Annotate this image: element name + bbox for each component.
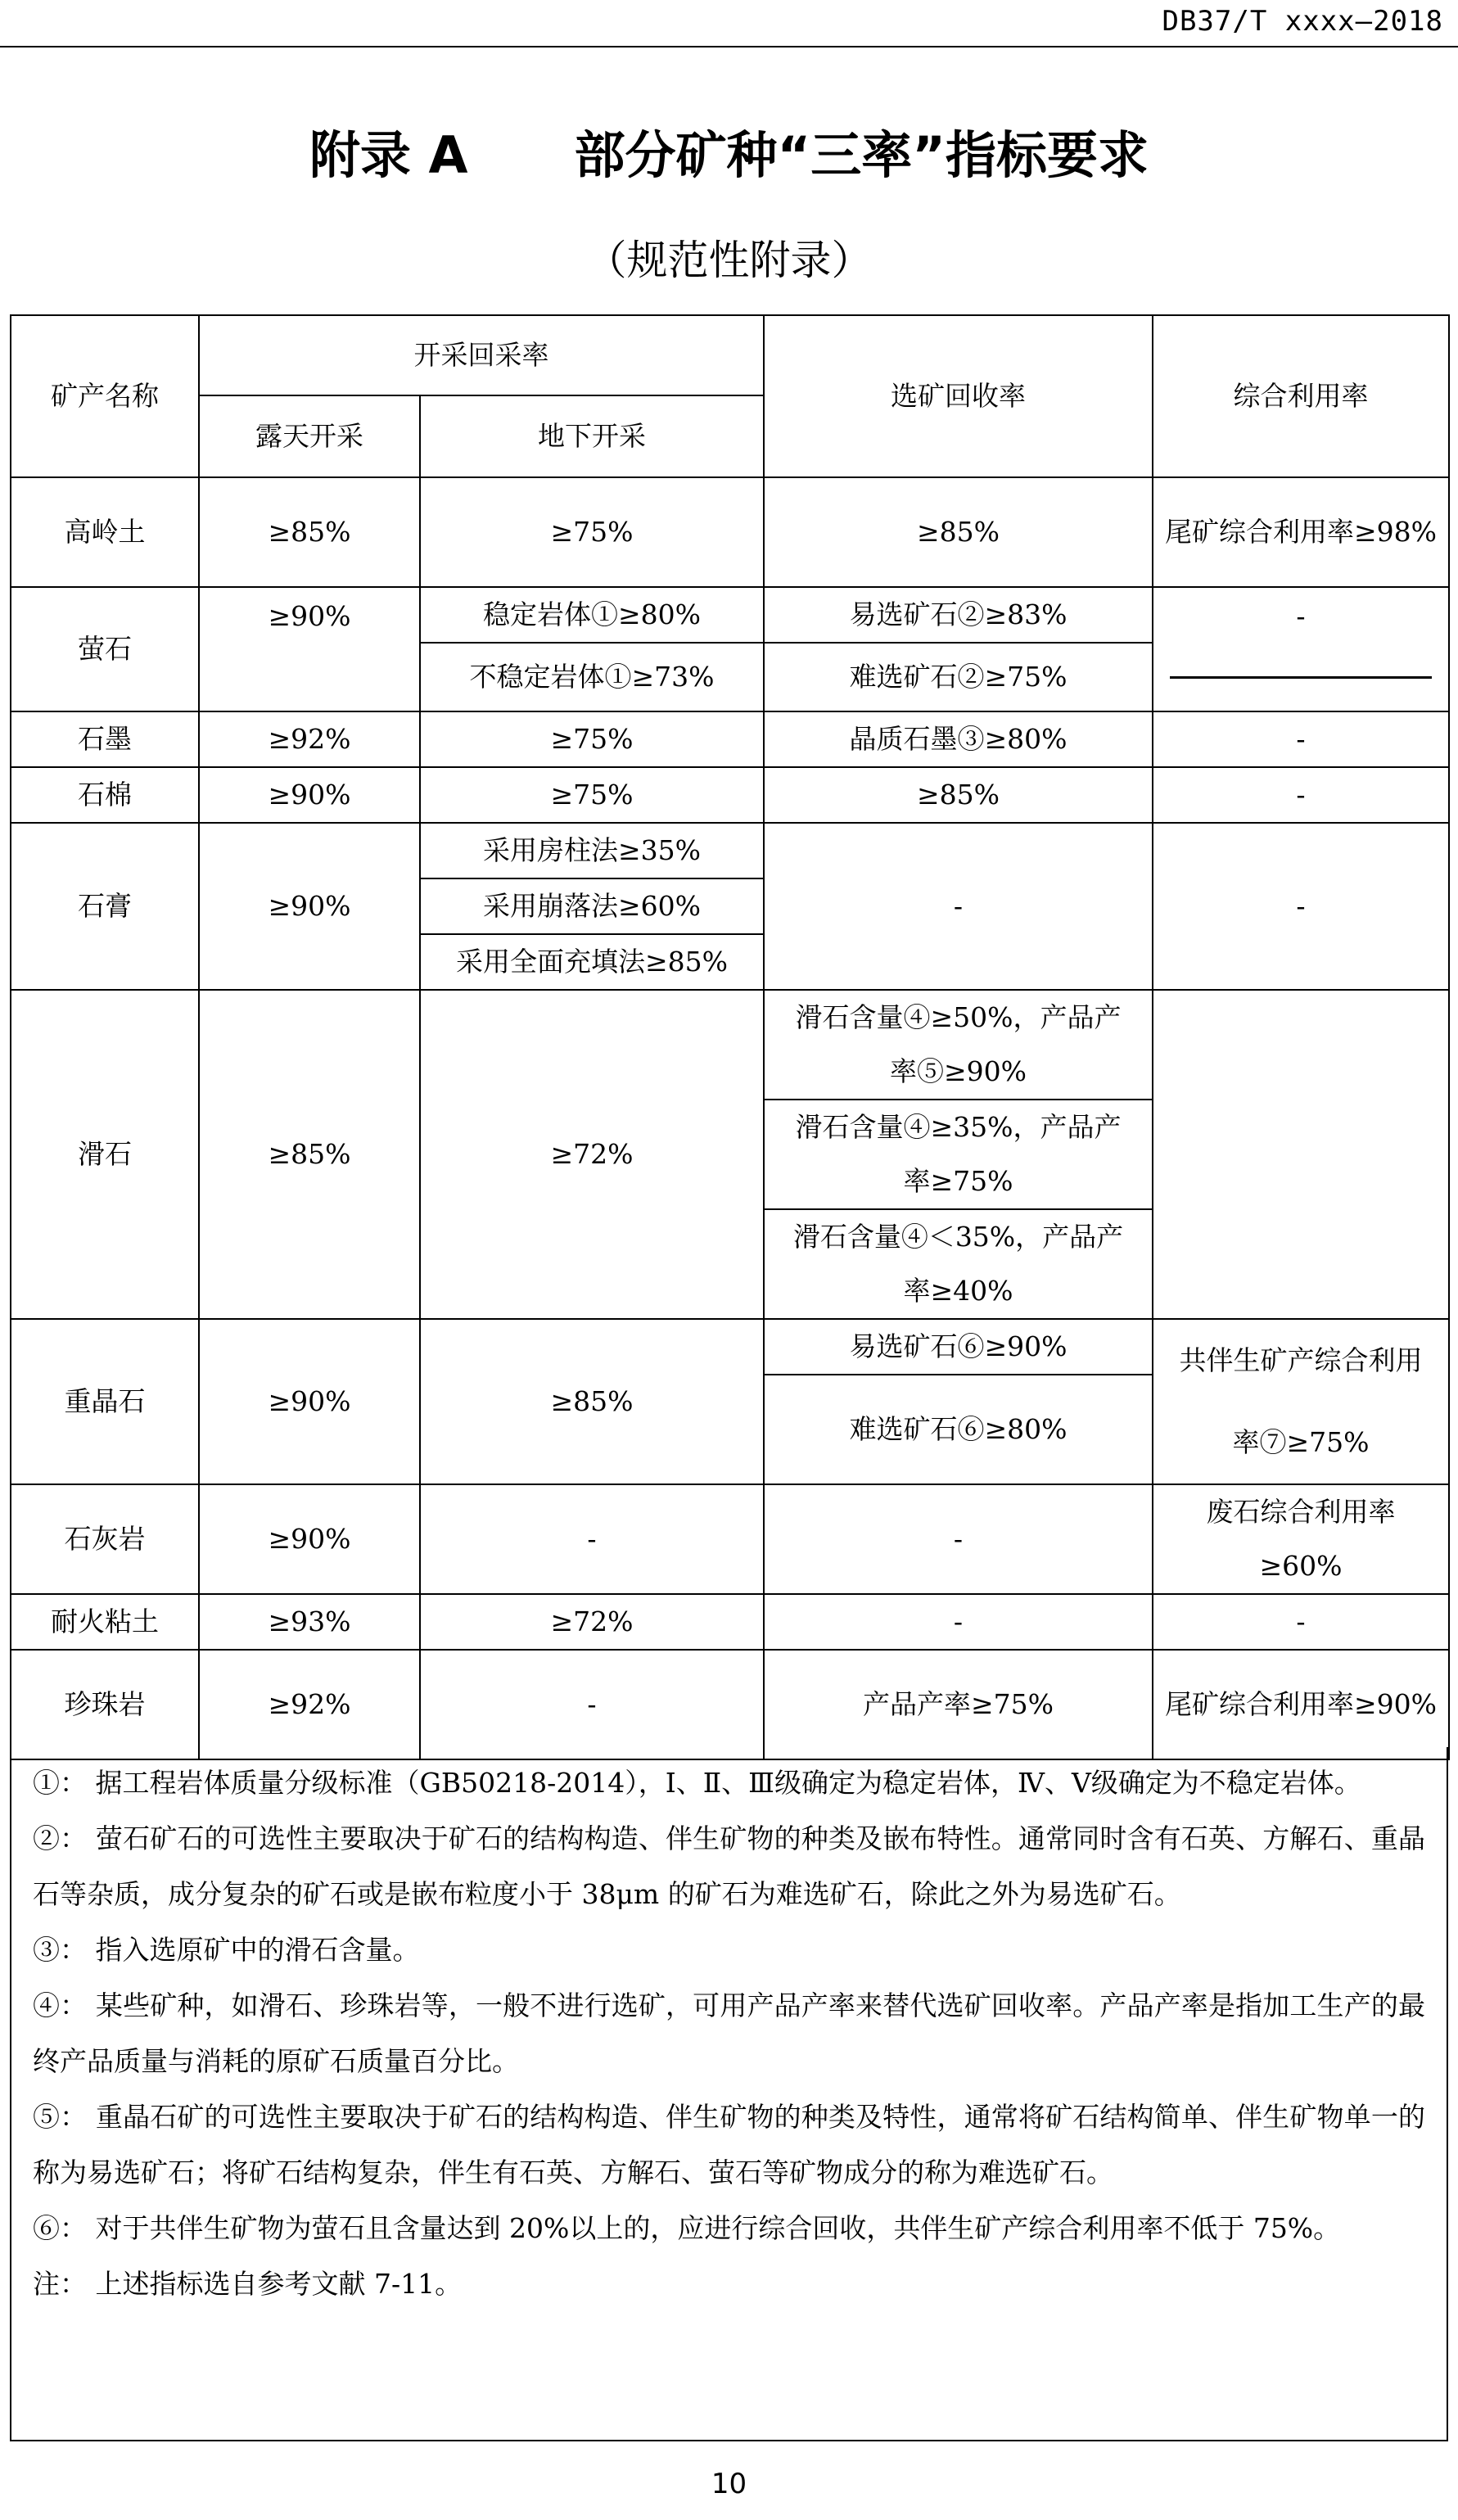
footnote: 注： 上述指标选自参考文献 7-11。 bbox=[33, 2268, 463, 2300]
beneficiation-value: ≥85% bbox=[764, 767, 1153, 823]
footnotes bbox=[10, 1747, 1448, 2441]
col-open-pit: 露天开采 bbox=[199, 395, 420, 477]
beneficiation-value: 易选矿石②≥83% bbox=[764, 587, 1153, 643]
col-beneficiation: 选矿回收率 bbox=[764, 315, 1153, 477]
header-rule bbox=[0, 46, 1458, 47]
open-pit-value: ≥90% bbox=[199, 767, 420, 823]
footnote: ⑥： 对于共伴生矿物为萤石且含量达到 20%以上的，应进行综合回收，共伴生矿产综合利用率不低于 75%。 bbox=[33, 2212, 1341, 2244]
row-name: 滑石 bbox=[11, 990, 199, 1319]
table-row bbox=[11, 587, 1449, 643]
underground-value: 采用房柱法≥35% bbox=[420, 823, 764, 878]
underline-mark bbox=[1170, 676, 1432, 679]
beneficiation-value: 产品产率≥75% bbox=[764, 1650, 1153, 1759]
utilization-value: 尾矿综合利用率≥98% bbox=[1153, 477, 1449, 587]
underground-value: 不稳定岩体①≥73% bbox=[420, 643, 764, 711]
header-row bbox=[11, 315, 1449, 395]
utilization-value: - bbox=[1153, 767, 1449, 823]
open-pit-value: ≥85% bbox=[199, 990, 420, 1319]
row-name: 石灰岩 bbox=[11, 1484, 199, 1594]
footnote: ⑤： 重晶石矿的可选性主要取决于矿石的结构构造、伴生矿物的种类及特性，通常将矿石结构简单、伴生矿物单一的称为易选矿石；将矿石结构复杂，伴生有石英、方解石、萤石等矿物成分的称为难选矿石。 bbox=[33, 2101, 1425, 2188]
table-row bbox=[11, 477, 1449, 587]
footnote: ③： 指入选原矿中的滑石含量。 bbox=[33, 1934, 420, 1966]
utilization-value: - bbox=[1153, 711, 1449, 767]
underground-value: ≥75% bbox=[420, 711, 764, 767]
footnote: ②： 萤石矿石的可选性主要取决于矿石的结构构造、伴生矿物的种类及嵌布特性。通常同时含有石英、方解石、重晶石等杂质，成分复杂的矿石或是嵌布粒度小于 38μm 的矿石为难选矿石，除此之外为易选矿石。 bbox=[33, 1822, 1425, 1910]
utilization-text: - bbox=[1296, 600, 1306, 632]
indicator-table bbox=[10, 314, 1450, 1760]
underground-value: ≥75% bbox=[420, 767, 764, 823]
beneficiation-value: - bbox=[764, 1484, 1153, 1594]
footnote: ④： 某些矿种，如滑石、珍珠岩等，一般不进行选矿，可用产品产率来替代选矿回收率。产品产率是指加工生产的最终产品质量与消耗的原矿石质量百分比。 bbox=[33, 1989, 1425, 2077]
underground-value: ≥72% bbox=[420, 1594, 764, 1650]
col-mining: 开采回采率 bbox=[199, 315, 764, 395]
open-pit-value: ≥90% bbox=[199, 587, 420, 711]
underground-value: ≥85% bbox=[420, 1319, 764, 1484]
col-utilization: 综合利用率 bbox=[1153, 315, 1449, 477]
underground-value: ≥75% bbox=[420, 477, 764, 587]
table-row bbox=[11, 1484, 1449, 1594]
open-pit-value: ≥90% bbox=[199, 823, 420, 990]
table-row bbox=[11, 711, 1449, 767]
page-subtitle: （规范性附录） bbox=[585, 237, 873, 284]
standard-code: DB37/T xxxx—2018 bbox=[1162, 5, 1443, 38]
open-pit-value: ≥93% bbox=[199, 1594, 420, 1650]
underground-value: 稳定岩体①≥80% bbox=[420, 587, 764, 643]
utilization-value: - bbox=[1153, 823, 1449, 990]
open-pit-value: ≥92% bbox=[199, 711, 420, 767]
table-row bbox=[11, 990, 1449, 1100]
col-name: 矿产名称 bbox=[11, 315, 199, 477]
beneficiation-value: 难选矿石②≥75% bbox=[764, 643, 1153, 711]
footnote: ①： 据工程岩体质量分级标准（GB50218-2014），Ⅰ、Ⅱ、Ⅲ级确定为稳定岩体，Ⅳ、Ⅴ级确定为不稳定岩体。 bbox=[33, 1767, 1361, 1799]
beneficiation-value: 滑石含量④≥50%，产品产率⑤≥90% bbox=[764, 990, 1153, 1100]
row-name: 萤石 bbox=[11, 587, 199, 711]
open-pit-value: ≥92% bbox=[199, 1650, 420, 1759]
open-pit-value: ≥85% bbox=[199, 477, 420, 587]
table-row bbox=[11, 767, 1449, 823]
row-name: 重晶石 bbox=[11, 1319, 199, 1484]
appendix-title: 部分矿种“三率”指标要求 bbox=[574, 125, 1149, 185]
open-pit-value: ≥90% bbox=[199, 1484, 420, 1594]
col-underground: 地下开采 bbox=[420, 395, 764, 477]
beneficiation-value: 晶质石墨③≥80% bbox=[764, 711, 1153, 767]
utilization-value bbox=[1153, 990, 1449, 1319]
utilization-value: 尾矿综合利用率≥90% bbox=[1153, 1650, 1449, 1759]
underground-value: - bbox=[420, 1650, 764, 1759]
table-row bbox=[11, 823, 1449, 878]
beneficiation-value: 易选矿石⑥≥90% bbox=[764, 1319, 1153, 1375]
beneficiation-value: - bbox=[764, 1594, 1153, 1650]
beneficiation-value: - bbox=[764, 823, 1153, 990]
page-number: 10 bbox=[711, 2468, 747, 2500]
row-name: 耐火粘土 bbox=[11, 1594, 199, 1650]
underground-value: 采用崩落法≥60% bbox=[420, 878, 764, 934]
beneficiation-value: ≥85% bbox=[764, 477, 1153, 587]
utilization-value: 废石综合利用率≥60% bbox=[1153, 1484, 1449, 1594]
row-name: 石棉 bbox=[11, 767, 199, 823]
underground-value: ≥72% bbox=[420, 990, 764, 1319]
beneficiation-value: 难选矿石⑥≥80% bbox=[764, 1375, 1153, 1484]
page-title bbox=[0, 115, 1458, 187]
open-pit-value: ≥90% bbox=[199, 1319, 420, 1484]
appendix-label: 附录 A bbox=[309, 125, 468, 185]
beneficiation-value: 滑石含量④≥35%，产品产率≥75% bbox=[764, 1100, 1153, 1209]
utilization-value: - bbox=[1153, 1594, 1449, 1650]
underground-value: - bbox=[420, 1484, 764, 1594]
row-name: 石墨 bbox=[11, 711, 199, 767]
row-name: 石膏 bbox=[11, 823, 199, 990]
row-name: 珍珠岩 bbox=[11, 1650, 199, 1759]
utilization-value bbox=[1153, 587, 1449, 711]
utilization-value: 共伴生矿产综合利用率⑦≥75% bbox=[1153, 1319, 1449, 1484]
table-row bbox=[11, 1594, 1449, 1650]
row-name: 高岭土 bbox=[11, 477, 199, 587]
table-row bbox=[11, 1319, 1449, 1375]
table-row bbox=[11, 1650, 1449, 1759]
underground-value: 采用全面充填法≥85% bbox=[420, 934, 764, 990]
beneficiation-value: 滑石含量④＜35%，产品产率≥40% bbox=[764, 1209, 1153, 1319]
